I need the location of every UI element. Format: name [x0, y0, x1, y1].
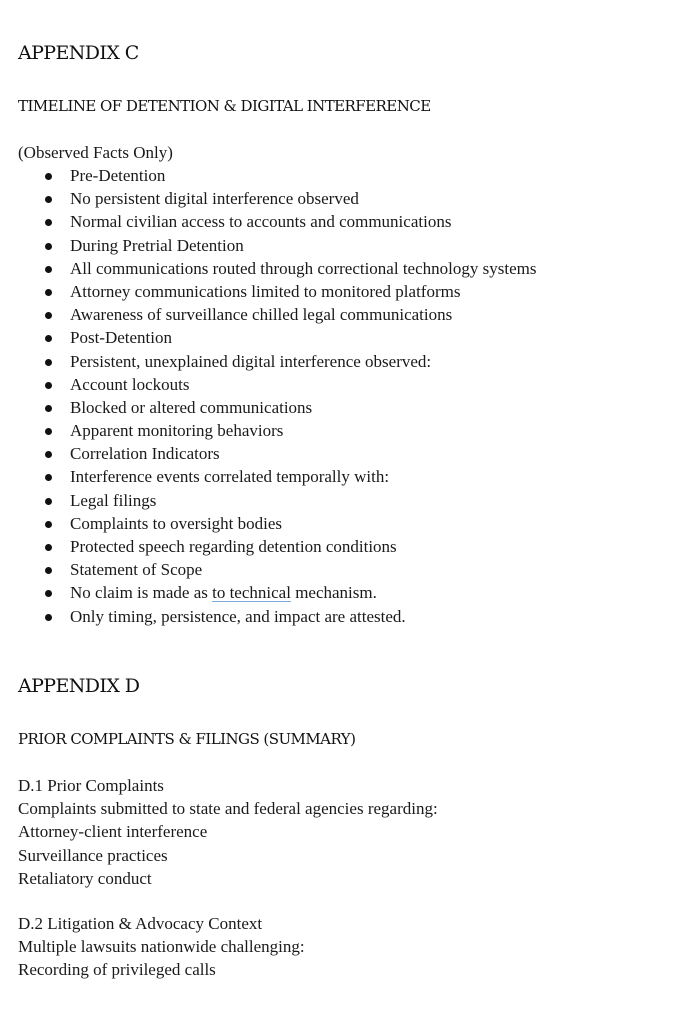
- section-d2-line: Multiple lawsuits nationwide challenging:: [18, 937, 305, 957]
- section-d1-heading: D.1 Prior Complaints: [18, 776, 164, 795]
- list-item: Persistent, unexplained digital interference observed:: [18, 350, 536, 373]
- bullet-icon: [45, 382, 52, 389]
- bullet-icon: [45, 451, 52, 458]
- list-item: No persistent digital interference observed: [18, 187, 536, 210]
- section-d2-heading: D.2 Litigation & Advocacy Context: [18, 914, 263, 933]
- section-d1-line: Surveillance practices: [18, 845, 168, 865]
- bullet-icon: [45, 521, 52, 528]
- list-item: During Pretrial Detention: [18, 234, 536, 257]
- observed-facts-note: (Observed Facts Only): [18, 143, 173, 162]
- appendix-c-title: APPENDIX C: [18, 42, 139, 64]
- bullet-icon: [45, 614, 52, 621]
- appendix-c-subtitle: TIMELINE OF DETENTION & DIGITAL INTERFERENCE: [18, 97, 431, 115]
- grammar-suggestion-underline[interactable]: to technical: [212, 583, 291, 603]
- bullet-icon: [45, 243, 52, 250]
- bullet-icon: [45, 544, 52, 551]
- list-item: Awareness of surveillance chilled legal communications: [18, 303, 536, 326]
- list-item-scope-claim: No claim is made as to technical mechanism.: [18, 581, 536, 604]
- bullet-icon: [45, 289, 52, 296]
- section-d2: [18, 912, 305, 982]
- bullet-icon: [45, 359, 52, 366]
- list-item: Pre-Detention: [18, 164, 536, 187]
- list-item: Post-Detention: [18, 326, 536, 349]
- bullet-icon: [45, 219, 52, 226]
- list-item: Apparent monitoring behaviors: [18, 419, 536, 442]
- section-d1-line: Complaints submitted to state and federal agencies regarding:: [18, 799, 438, 819]
- list-item: Statement of Scope: [18, 558, 536, 581]
- list-item: Complaints to oversight bodies: [18, 512, 536, 535]
- bullet-icon: [45, 173, 52, 180]
- list-item: Correlation Indicators: [18, 442, 536, 465]
- section-d1-line: Attorney-client interference: [18, 822, 208, 842]
- list-item: Protected speech regarding detention conditions: [18, 535, 536, 558]
- bullet-icon: [45, 266, 52, 273]
- list-item: Interference events correlated temporally with:: [18, 465, 536, 488]
- list-item: All communications routed through correctional technology systems: [18, 257, 536, 280]
- bullet-icon: [45, 590, 52, 597]
- timeline-list: [18, 164, 536, 628]
- bullet-icon: [45, 196, 52, 203]
- bullet-icon: [45, 498, 52, 505]
- section-d1: [18, 774, 438, 890]
- section-d2-line: Recording of privileged calls: [18, 960, 216, 980]
- bullet-icon: [45, 428, 52, 435]
- list-item: Attorney communications limited to monitored platforms: [18, 280, 536, 303]
- appendix-d-title: APPENDIX D: [18, 675, 140, 697]
- bullet-icon: [45, 567, 52, 574]
- bullet-icon: [45, 474, 52, 481]
- appendix-d-subtitle: PRIOR COMPLAINTS & FILINGS (SUMMARY): [18, 730, 356, 748]
- list-item: Account lockouts: [18, 373, 536, 396]
- bullet-icon: [45, 312, 52, 319]
- list-item: Legal filings: [18, 489, 536, 512]
- list-item: Blocked or altered communications: [18, 396, 536, 419]
- bullet-icon: [45, 405, 52, 412]
- list-item: Only timing, persistence, and impact are attested.: [18, 605, 536, 628]
- section-d1-line: Retaliatory conduct: [18, 868, 152, 888]
- bullet-icon: [45, 335, 52, 342]
- list-item: Normal civilian access to accounts and communications: [18, 210, 536, 233]
